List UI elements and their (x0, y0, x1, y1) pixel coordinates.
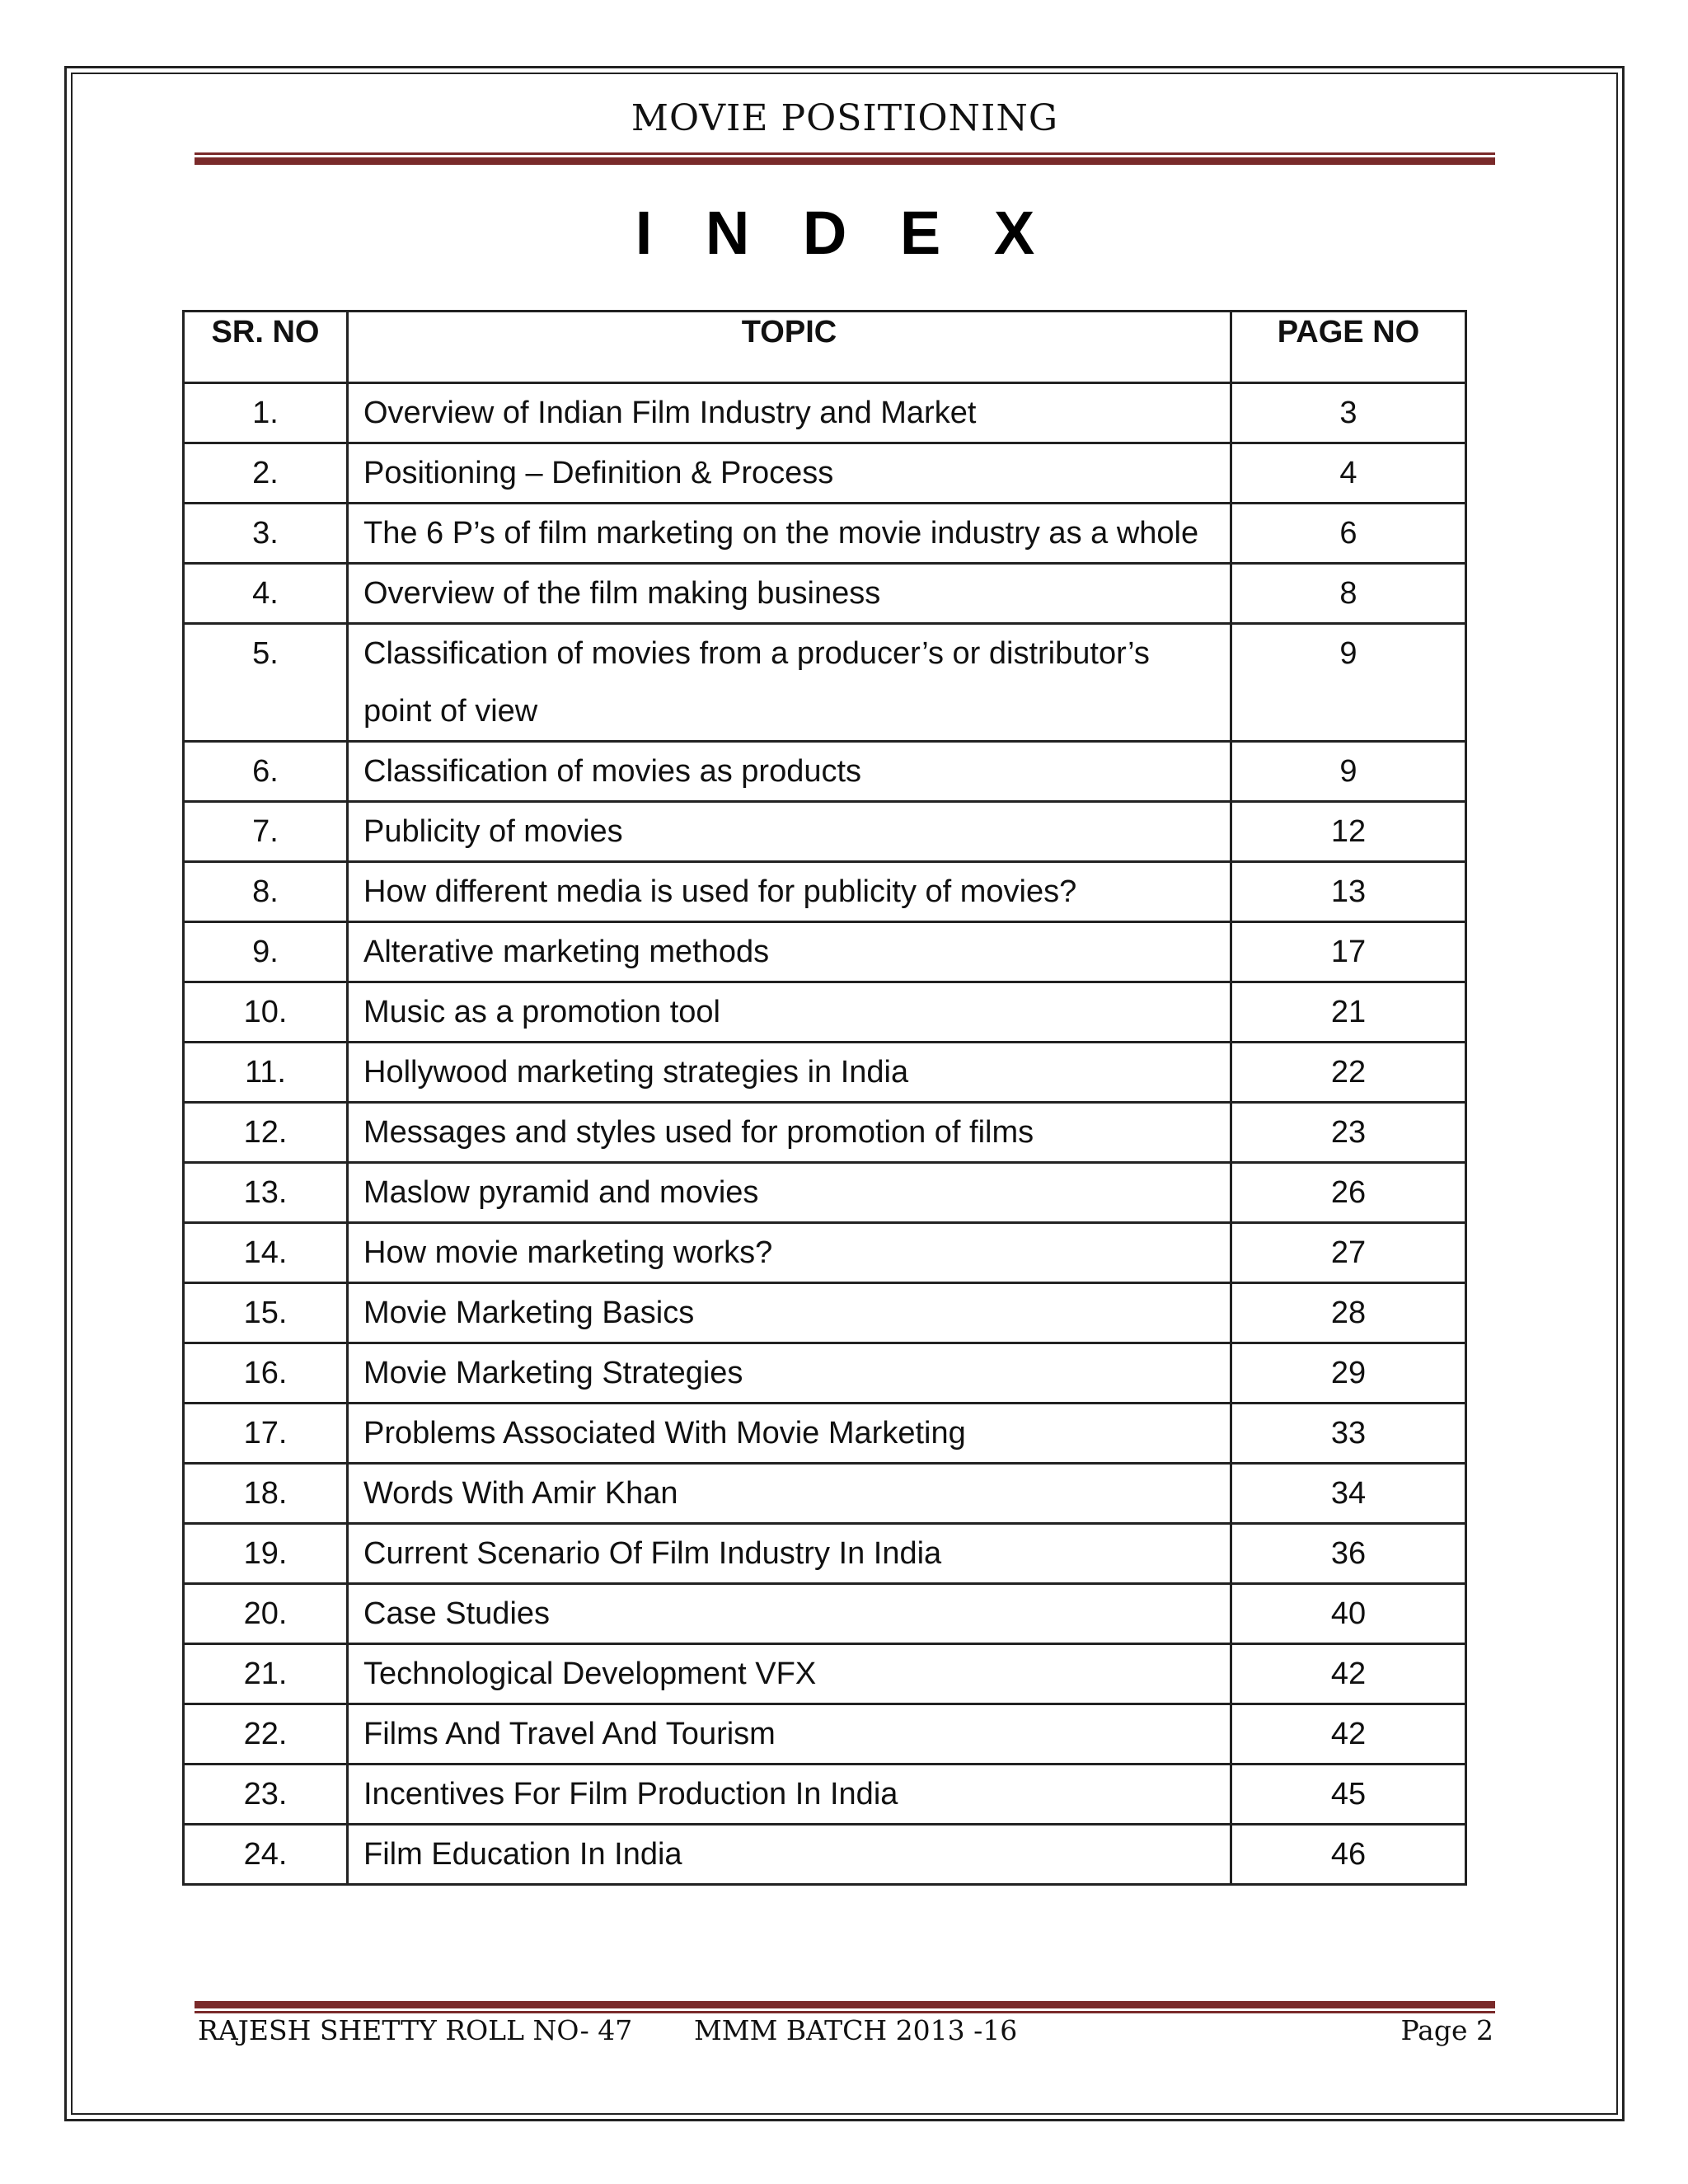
page-cell: 8 (1231, 564, 1466, 624)
footer-rule-thin (195, 2011, 1495, 2013)
sr-cell: 14. (184, 1223, 348, 1283)
table-row (184, 383, 1466, 443)
topic-cell: Words With Amir Khan (348, 1464, 1231, 1524)
sr-cell: 21. (184, 1644, 348, 1704)
topic-cell: Overview of Indian Film Industry and Market (348, 383, 1231, 443)
page-cell: 6 (1231, 504, 1466, 564)
sr-cell: 5. (184, 624, 348, 742)
column-header-page-no: PAGE NO (1231, 312, 1466, 383)
sr-cell: 19. (184, 1524, 348, 1584)
topic-cell: Problems Associated With Movie Marketing (348, 1404, 1231, 1464)
sr-cell: 12. (184, 1103, 348, 1163)
topic-cell: Hollywood marketing strategies in India (348, 1043, 1231, 1103)
sr-cell: 2. (184, 443, 348, 504)
sr-cell: 15. (184, 1283, 348, 1343)
table-header-row (184, 312, 1466, 383)
table-row (184, 1283, 1466, 1343)
topic-cell: Incentives For Film Production In India (348, 1765, 1231, 1825)
sr-cell: 1. (184, 383, 348, 443)
sr-cell: 18. (184, 1464, 348, 1524)
table-row (184, 1343, 1466, 1404)
header-rule-thick (195, 157, 1495, 165)
page-cell: 36 (1231, 1524, 1466, 1584)
header-title: MOVIE POSITIONING (631, 97, 1059, 139)
page-cell: 17 (1231, 922, 1466, 982)
sr-cell: 9. (184, 922, 348, 982)
topic-cell: Case Studies (348, 1584, 1231, 1644)
header-rule-thin (195, 152, 1495, 155)
topic-cell: Classification of movies as products (348, 742, 1231, 802)
table-row (184, 1404, 1466, 1464)
topic-cell: Classification of movies from a producer’s or distributor’s point of view (348, 624, 1231, 742)
sr-cell: 22. (184, 1704, 348, 1765)
topic-cell: Movie Marketing Basics (348, 1283, 1231, 1343)
table-row (184, 1825, 1466, 1885)
topic-cell: Technological Development VFX (348, 1644, 1231, 1704)
page-cell: 42 (1231, 1644, 1466, 1704)
table-row (184, 742, 1466, 802)
table-row (184, 1223, 1466, 1283)
topic-cell: Messages and styles used for promotion of films (348, 1103, 1231, 1163)
page-cell: 46 (1231, 1825, 1466, 1885)
table-row (184, 1163, 1466, 1223)
table-row (184, 802, 1466, 862)
sr-cell: 20. (184, 1584, 348, 1644)
page-cell: 29 (1231, 1343, 1466, 1404)
sr-cell: 6. (184, 742, 348, 802)
footer-author: RAJESH SHETTY ROLL NO- 47 (198, 2014, 633, 2046)
table-row (184, 982, 1466, 1043)
page-cell: 9 (1231, 742, 1466, 802)
topic-cell: Movie Marketing Strategies (348, 1343, 1231, 1404)
index-table (182, 310, 1467, 1886)
topic-cell: How movie marketing works? (348, 1223, 1231, 1283)
page-cell: 28 (1231, 1283, 1466, 1343)
page-cell: 3 (1231, 383, 1466, 443)
sr-cell: 8. (184, 862, 348, 922)
sr-cell: 24. (184, 1825, 348, 1885)
topic-cell: Publicity of movies (348, 802, 1231, 862)
page-cell: 33 (1231, 1404, 1466, 1464)
topic-cell: Film Education In India (348, 1825, 1231, 1885)
sr-cell: 3. (184, 504, 348, 564)
table-row (184, 1704, 1466, 1765)
table-row (184, 862, 1466, 922)
page-cell: 4 (1231, 443, 1466, 504)
topic-cell: Music as a promotion tool (348, 982, 1231, 1043)
topic-cell: The 6 P’s of film marketing on the movie industry as a whole (348, 504, 1231, 564)
sr-cell: 17. (184, 1404, 348, 1464)
footer-batch: MMM BATCH 2013 -16 (694, 2014, 1018, 2046)
page-cell: 27 (1231, 1223, 1466, 1283)
table-row (184, 922, 1466, 982)
table-row (184, 1464, 1466, 1524)
sr-cell: 10. (184, 982, 348, 1043)
page-cell: 9 (1231, 624, 1466, 742)
topic-cell: Alterative marketing methods (348, 922, 1231, 982)
topic-cell: Films And Travel And Tourism (348, 1704, 1231, 1765)
page-cell: 22 (1231, 1043, 1466, 1103)
page-cell: 34 (1231, 1464, 1466, 1524)
table-row (184, 1103, 1466, 1163)
sr-cell: 23. (184, 1765, 348, 1825)
column-header-topic: TOPIC (348, 312, 1231, 383)
footer-page-number: Page 2 (1400, 2014, 1493, 2046)
page-cell: 42 (1231, 1704, 1466, 1765)
table-row (184, 564, 1466, 624)
topic-cell: Overview of the film making business (348, 564, 1231, 624)
table-row (184, 1043, 1466, 1103)
table-row (184, 1524, 1466, 1584)
table-row (184, 1584, 1466, 1644)
topic-cell: How different media is used for publicity of movies? (348, 862, 1231, 922)
topic-cell: Current Scenario Of Film Industry In India (348, 1524, 1231, 1584)
page-cell: 21 (1231, 982, 1466, 1043)
footer-rule-thick (195, 2001, 1495, 2008)
table-row (184, 1765, 1466, 1825)
topic-cell: Positioning – Definition & Process (348, 443, 1231, 504)
table-row (184, 504, 1466, 564)
table-row (184, 443, 1466, 504)
column-header-sr-no: SR. NO (184, 312, 348, 383)
page-cell: 23 (1231, 1103, 1466, 1163)
topic-cell: Maslow pyramid and movies (348, 1163, 1231, 1223)
table-row (184, 624, 1466, 742)
sr-cell: 16. (184, 1343, 348, 1404)
page-cell: 45 (1231, 1765, 1466, 1825)
page-cell: 40 (1231, 1584, 1466, 1644)
sr-cell: 13. (184, 1163, 348, 1223)
index-heading: I N D E X (635, 199, 1053, 267)
page-cell: 13 (1231, 862, 1466, 922)
sr-cell: 4. (184, 564, 348, 624)
sr-cell: 7. (184, 802, 348, 862)
table-row (184, 1644, 1466, 1704)
page-cell: 12 (1231, 802, 1466, 862)
sr-cell: 11. (184, 1043, 348, 1103)
page-cell: 26 (1231, 1163, 1466, 1223)
